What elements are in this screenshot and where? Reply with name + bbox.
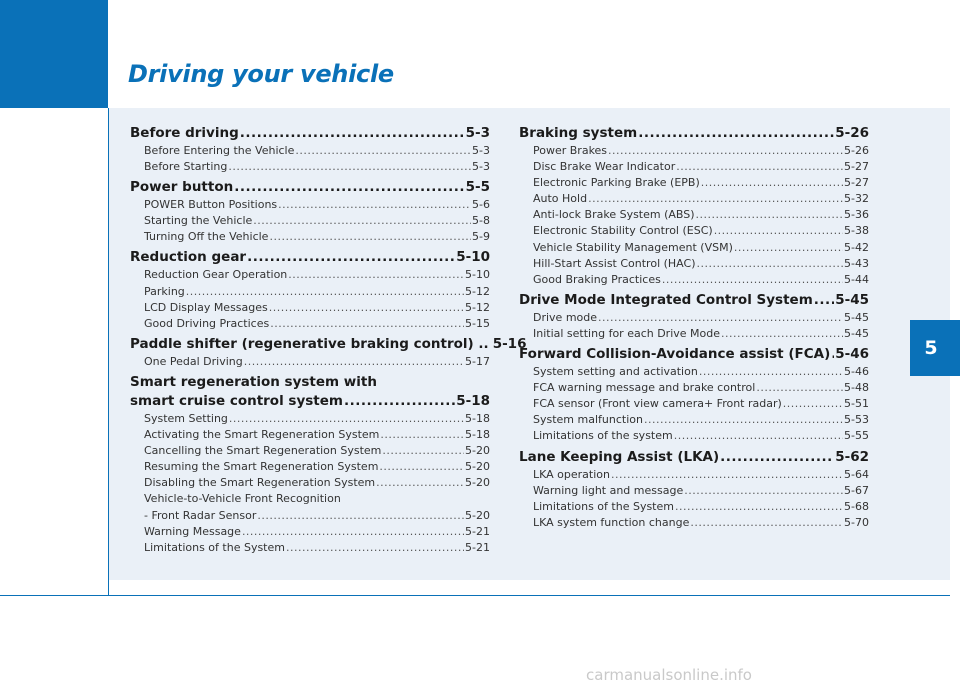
toc-label: Before Entering the Vehicle (144, 144, 295, 157)
dot-leader (240, 124, 465, 143)
toc-label: Drive mode (533, 310, 598, 324)
toc-right-column (519, 124, 869, 531)
toc-page-number: 5-27 (844, 160, 869, 174)
dot-leader (247, 248, 455, 267)
toc-label: Before driving (130, 125, 239, 141)
toc-page-number: 5-20 (465, 476, 490, 490)
toc-label: Auto Hold (533, 192, 588, 206)
toc-page-number: 5-48 (844, 381, 869, 395)
toc-entry[interactable] (130, 427, 490, 443)
dot-leader (675, 499, 843, 515)
toc-label: System Setting (144, 411, 228, 425)
dot-leader (598, 310, 843, 326)
toc-page-number: 5-10 (456, 249, 490, 266)
toc-entry[interactable] (130, 524, 490, 540)
dot-leader (701, 175, 843, 191)
dot-leader (644, 412, 843, 428)
toc-entry[interactable] (519, 143, 869, 159)
toc-page-number: 5-43 (844, 256, 869, 270)
dot-leader (662, 272, 843, 288)
toc-entry[interactable] (519, 483, 869, 499)
toc-page-number: 5-20 (465, 444, 490, 458)
toc-label: Disabling the Smart Regeneration System (144, 476, 376, 490)
toc-label: Braking system (519, 125, 638, 141)
toc-page-number: 5-67 (844, 483, 869, 497)
toc-page-number: 5-3 (472, 144, 490, 157)
chapter-number: 5 (924, 337, 938, 359)
toc-section[interactable] (130, 335, 527, 354)
toc-label: POWER Button Positions (144, 198, 278, 212)
toc-page-number: 5-10 (465, 268, 490, 282)
toc-entry[interactable] (130, 475, 490, 491)
toc-page-number: 5-26 (835, 125, 869, 141)
toc-label: One Pedal Driving (144, 354, 243, 368)
toc-label: Limitations of the System (144, 540, 285, 554)
dot-leader (721, 326, 843, 342)
toc-page-number: 5-45 (835, 291, 869, 308)
toc-entry[interactable] (130, 508, 490, 524)
toc-entry[interactable] (519, 256, 869, 272)
dot-leader (242, 524, 464, 540)
toc-entry[interactable] (519, 515, 869, 531)
dot-leader (269, 300, 464, 316)
toc-label: Cancelling the Smart Regeneration System (144, 444, 382, 458)
toc-page-number: 5-12 (465, 284, 490, 298)
toc-page-number: 5-45 (844, 310, 869, 324)
dot-leader (697, 256, 844, 272)
toc-entry[interactable] (130, 540, 490, 556)
toc-section[interactable] (519, 291, 869, 310)
toc-label: Before Starting (144, 160, 228, 174)
toc-page-number: 5-53 (844, 413, 869, 427)
toc-label: Power button (130, 179, 234, 196)
toc-label: Good Braking Practices (533, 272, 661, 286)
toc-page-number: 5-8 (472, 214, 490, 228)
toc-entry[interactable] (130, 229, 490, 245)
toc-page-number: 5-45 (844, 326, 869, 340)
toc-entry[interactable] (519, 159, 869, 175)
dot-leader (588, 191, 843, 207)
toc-page-number: 5-68 (844, 499, 869, 513)
toc-entry[interactable] (130, 197, 490, 213)
toc-entry[interactable] (130, 443, 490, 459)
toc-section-line (130, 373, 490, 392)
page-title: Driving your vehicle (128, 60, 394, 88)
toc-label: FCA warning message and brake control (533, 381, 756, 395)
toc-section[interactable] (130, 248, 490, 267)
toc-label: Parking (144, 284, 185, 298)
dot-leader (814, 291, 834, 310)
toc-entry[interactable] (130, 411, 490, 427)
toc-page-number: 5-6 (472, 198, 490, 212)
toc-entry[interactable] (519, 499, 869, 515)
toc-page-number: 5-20 (465, 460, 490, 474)
dot-leader (295, 143, 471, 159)
toc-label: Forward Collision-Avoidance assist (FCA) (519, 346, 831, 363)
toc-entry[interactable] (130, 159, 490, 175)
dot-leader (684, 483, 843, 499)
toc-entry[interactable] (519, 412, 869, 428)
toc-page-number: 5-16 (492, 335, 527, 352)
toc-label: Paddle shifter (regenerative braking control) .. (130, 335, 489, 352)
toc-page-number: 5-27 (844, 176, 869, 190)
toc-page-number: 5-20 (465, 508, 490, 522)
toc-page-number: 5-64 (844, 467, 869, 481)
toc-section[interactable] (519, 448, 869, 467)
toc-label: Reduction gear (130, 249, 247, 266)
dot-leader (278, 197, 471, 213)
toc-entry[interactable] (519, 272, 869, 288)
toc-section[interactable] (130, 124, 490, 143)
toc-label: Initial setting for each Drive Mode (533, 326, 721, 340)
toc-page-number: 5-3 (465, 125, 490, 141)
toc-entry[interactable] (519, 191, 869, 207)
toc-page-number: 5-46 (835, 346, 869, 363)
dot-leader (269, 229, 471, 245)
toc-page-number: 5-18 (456, 392, 490, 409)
toc-entry-line (130, 491, 490, 507)
dot-leader (756, 380, 843, 396)
toc-entry[interactable] (519, 326, 869, 342)
toc-page-number: 5-9 (472, 230, 490, 244)
chapter-tab[interactable] (910, 320, 960, 376)
toc-page-number: 5-15 (465, 316, 490, 330)
toc-label: Smart regeneration system with (130, 373, 377, 390)
dot-leader (720, 448, 834, 467)
toc-label: smart cruise control system (130, 392, 343, 409)
toc-entry[interactable] (519, 428, 869, 444)
toc-label: Warning light and message (533, 483, 684, 497)
toc-label: Starting the Vehicle (144, 214, 253, 228)
toc-label: Electronic Parking Brake (EPB) (533, 176, 700, 190)
dot-leader (714, 223, 843, 239)
dot-leader (288, 267, 464, 283)
toc-label: LKA system function change (533, 515, 690, 529)
vertical-divider (108, 108, 109, 596)
dot-leader (783, 396, 843, 412)
toc-page-number: 5-18 (465, 411, 490, 425)
toc-page-number: 5-3 (472, 160, 490, 174)
toc-page-number: 5-44 (844, 272, 869, 286)
toc-page-number: 5-55 (844, 429, 869, 443)
toc-label: Vehicle-to-Vehicle Front Recognition (144, 492, 341, 506)
dot-leader (186, 284, 464, 300)
toc-entry[interactable] (130, 316, 490, 332)
toc-label: Lane Keeping Assist (LKA) (519, 448, 720, 465)
header-color-block (0, 0, 108, 108)
toc-label: Resuming the Smart Regeneration System (144, 460, 379, 474)
toc-entry[interactable] (519, 380, 869, 396)
toc-label: Power Brakes (533, 144, 608, 157)
dot-leader (674, 428, 843, 444)
toc-label: LCD Display Messages (144, 300, 268, 314)
toc-page-number: 5-5 (465, 179, 490, 196)
toc-label: Turning Off the Vehicle (144, 230, 269, 244)
toc-label: Good Driving Practices (144, 316, 270, 330)
dot-leader (638, 124, 834, 143)
toc-page-number: 5-26 (844, 144, 869, 157)
dot-leader (344, 392, 455, 411)
dot-leader (690, 515, 843, 531)
toc-entry[interactable] (130, 143, 490, 159)
toc-label: LKA operation (533, 467, 610, 481)
toc-label: Anti-lock Brake System (ABS) (533, 208, 695, 222)
toc-page-number: 5-36 (844, 208, 869, 222)
toc-entry[interactable] (130, 213, 490, 229)
toc-label: - Front Radar Sensor (144, 508, 257, 522)
toc-entry[interactable] (130, 300, 490, 316)
toc-label: Activating the Smart Regeneration System (144, 428, 380, 442)
toc-entry[interactable] (519, 175, 869, 191)
toc-entry[interactable] (519, 223, 869, 239)
toc-label: Reduction Gear Operation (144, 268, 288, 282)
toc-label: Disc Brake Wear Indicator (533, 160, 676, 174)
toc-page-number: 5-21 (465, 524, 490, 538)
dot-leader (608, 143, 843, 159)
toc-entry[interactable] (130, 284, 490, 300)
toc-label: System setting and activation (533, 365, 698, 379)
toc-label: Hill-Start Assist Control (HAC) (533, 256, 696, 270)
toc-left-column (130, 124, 527, 556)
toc-label: FCA sensor (Front view camera+ Front radar) (533, 397, 782, 411)
dot-leader (229, 411, 464, 427)
toc-page-number: 5-12 (465, 300, 490, 314)
toc-entry[interactable] (130, 267, 490, 283)
dot-leader (379, 459, 464, 475)
toc-label: System malfunction (533, 413, 643, 427)
toc-page-number: 5-70 (844, 515, 869, 529)
toc-label: Warning Message (144, 524, 241, 538)
dot-leader (380, 427, 464, 443)
toc-entry[interactable] (130, 459, 490, 475)
toc-label: Electronic Stability Control (ESC) (533, 224, 713, 238)
toc-section[interactable] (130, 392, 490, 411)
toc-entry[interactable] (130, 354, 490, 370)
toc-label: Limitations of the System (533, 499, 674, 513)
toc-page-number: 5-17 (465, 354, 490, 368)
dot-leader (831, 345, 834, 364)
toc-label: Vehicle Stability Management (VSM) (533, 240, 733, 254)
toc-page-number: 5-18 (465, 428, 490, 442)
toc-page-number: 5-42 (844, 240, 869, 254)
dot-leader (228, 159, 471, 175)
dot-leader (286, 540, 464, 556)
toc-entry[interactable] (519, 467, 869, 483)
dot-leader (382, 443, 464, 459)
dot-leader (611, 467, 843, 483)
horizontal-divider (0, 595, 950, 596)
toc-label: Limitations of the system (533, 429, 673, 443)
dot-leader (696, 207, 843, 223)
dot-leader (244, 354, 464, 370)
toc-page-number: 5-21 (465, 540, 490, 554)
toc-entry[interactable] (519, 310, 869, 326)
toc-page-number: 5-38 (844, 224, 869, 238)
dot-leader (253, 213, 471, 229)
toc-section[interactable] (519, 345, 869, 364)
toc-entry[interactable] (519, 396, 869, 412)
toc-entry[interactable] (519, 240, 869, 256)
toc-page-number: 5-32 (844, 192, 869, 206)
dot-leader (734, 240, 843, 256)
toc-page-number: 5-51 (844, 397, 869, 411)
toc-page-number: 5-46 (844, 365, 869, 379)
toc-section[interactable] (519, 124, 869, 143)
watermark: carmanualsonline.info (586, 666, 752, 684)
toc-section[interactable] (130, 178, 490, 197)
toc-page-number: 5-62 (835, 448, 869, 465)
dot-leader (376, 475, 464, 491)
dot-leader (234, 178, 464, 197)
toc-entry[interactable] (519, 364, 869, 380)
dot-leader (270, 316, 464, 332)
toc-label: Drive Mode Integrated Control System (519, 291, 813, 308)
dot-leader (257, 508, 464, 524)
toc-entry[interactable] (519, 207, 869, 223)
dot-leader (699, 364, 843, 380)
dot-leader (676, 159, 843, 175)
